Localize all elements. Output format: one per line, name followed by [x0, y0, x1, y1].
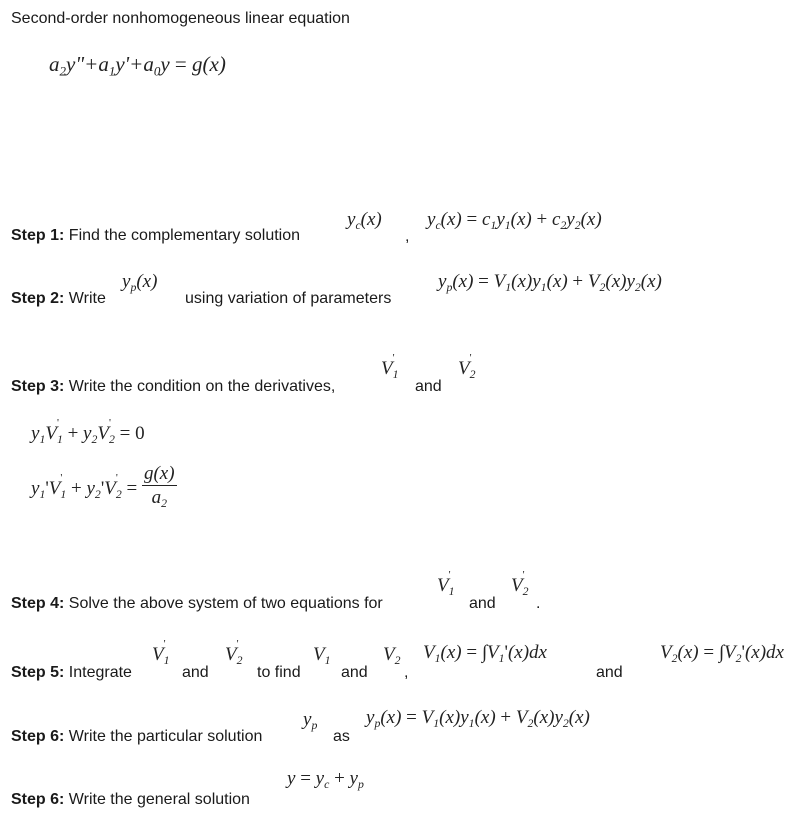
step-label: Step 1: [11, 227, 65, 244]
as-text: as [333, 728, 350, 745]
step-text: using variation of parameters [185, 290, 392, 307]
math-v1-integral: $V_1(x) = \int V_1'(x)dx$ [423, 642, 547, 666]
step-label: Step 6: [11, 728, 65, 745]
step4-line [11, 594, 383, 614]
condition-equation-2: $y_1'V$ ' $_1 + y_2'V$ ' $_2$ = $\frac{g(x)}{a_2}$ [31, 463, 177, 516]
and-text: and [182, 664, 209, 681]
step6-particular-line [11, 727, 262, 747]
step-label: Step 2: [11, 290, 65, 307]
math-general: $y = y_c + y_p$ [287, 768, 364, 792]
separator-comma: , [405, 228, 410, 245]
and-text: and [596, 664, 623, 681]
math-yc: $y_c(x)$ [347, 209, 382, 233]
step3-line [11, 377, 335, 397]
step-text: Write [68, 290, 106, 307]
fraction: $\frac{g(x)}{a_2}$ [143, 463, 175, 511]
and-text: and [341, 664, 368, 681]
main-equation: $a_2y"+a_1y'+a_0y = g(x)$ [49, 52, 226, 79]
step-label: Step 6: [11, 791, 65, 808]
math-v1-prime: V ' $_1$ [152, 638, 170, 668]
comma: , [404, 664, 409, 681]
step-text: Write the condition on the derivatives, [68, 378, 336, 395]
condition-equation-1: $y_1V$ ' $_1 + y_2V$ ' $_2$ = 0 [31, 417, 145, 447]
math-v2-integral: $V_2(x) = \int V_2'(x)dx$ [660, 642, 784, 666]
and-text: and [415, 378, 442, 395]
step-label: Step 5: [11, 664, 65, 681]
period: . [536, 595, 541, 612]
math-variation: $y_p(x) = V_1(x)y_1(x) + V_2(x)y_2(x)$ [438, 271, 662, 295]
step-label: Step 4: [11, 595, 65, 612]
step-text: Solve the above system of two equations for [68, 595, 383, 612]
step-label: Step 3: [11, 378, 65, 395]
step-text: Find the complementary solution [68, 227, 301, 244]
step5-line [11, 663, 132, 683]
math-v1-prime: V ' $_1$ [381, 352, 399, 382]
page-title: Second-order nonhomogeneous linear equation [11, 10, 350, 27]
step1-line [11, 226, 300, 246]
math-v2-prime: V ' $_2$ [511, 569, 529, 599]
math-v1: $V_1$ [313, 644, 331, 668]
math-yp: $y_p$ [303, 709, 318, 733]
step2-line [11, 289, 106, 309]
step-text: Integrate [68, 664, 132, 681]
math-complementary: $y_c(x) = c_1y_1(x) + c_2y_2(x)$ [427, 209, 602, 233]
and-text: and [469, 595, 496, 612]
math-v1-prime: V ' $_1$ [437, 569, 455, 599]
math-v2-prime: V ' $_2$ [458, 352, 476, 382]
math-particular: $y_p(x) = V_1(x)y_1(x) + V_2(x)y_2(x)$ [366, 707, 590, 731]
math-v2-prime: V ' $_2$ [225, 638, 243, 668]
math-v2: $V_2$ [383, 644, 401, 668]
step-text: Write the particular solution [68, 728, 263, 745]
step-text: Write the general solution [68, 791, 250, 808]
math-yp: $y_p(x)$ [122, 271, 158, 295]
step-text: to find [257, 664, 301, 681]
step6-general-line [11, 790, 250, 810]
